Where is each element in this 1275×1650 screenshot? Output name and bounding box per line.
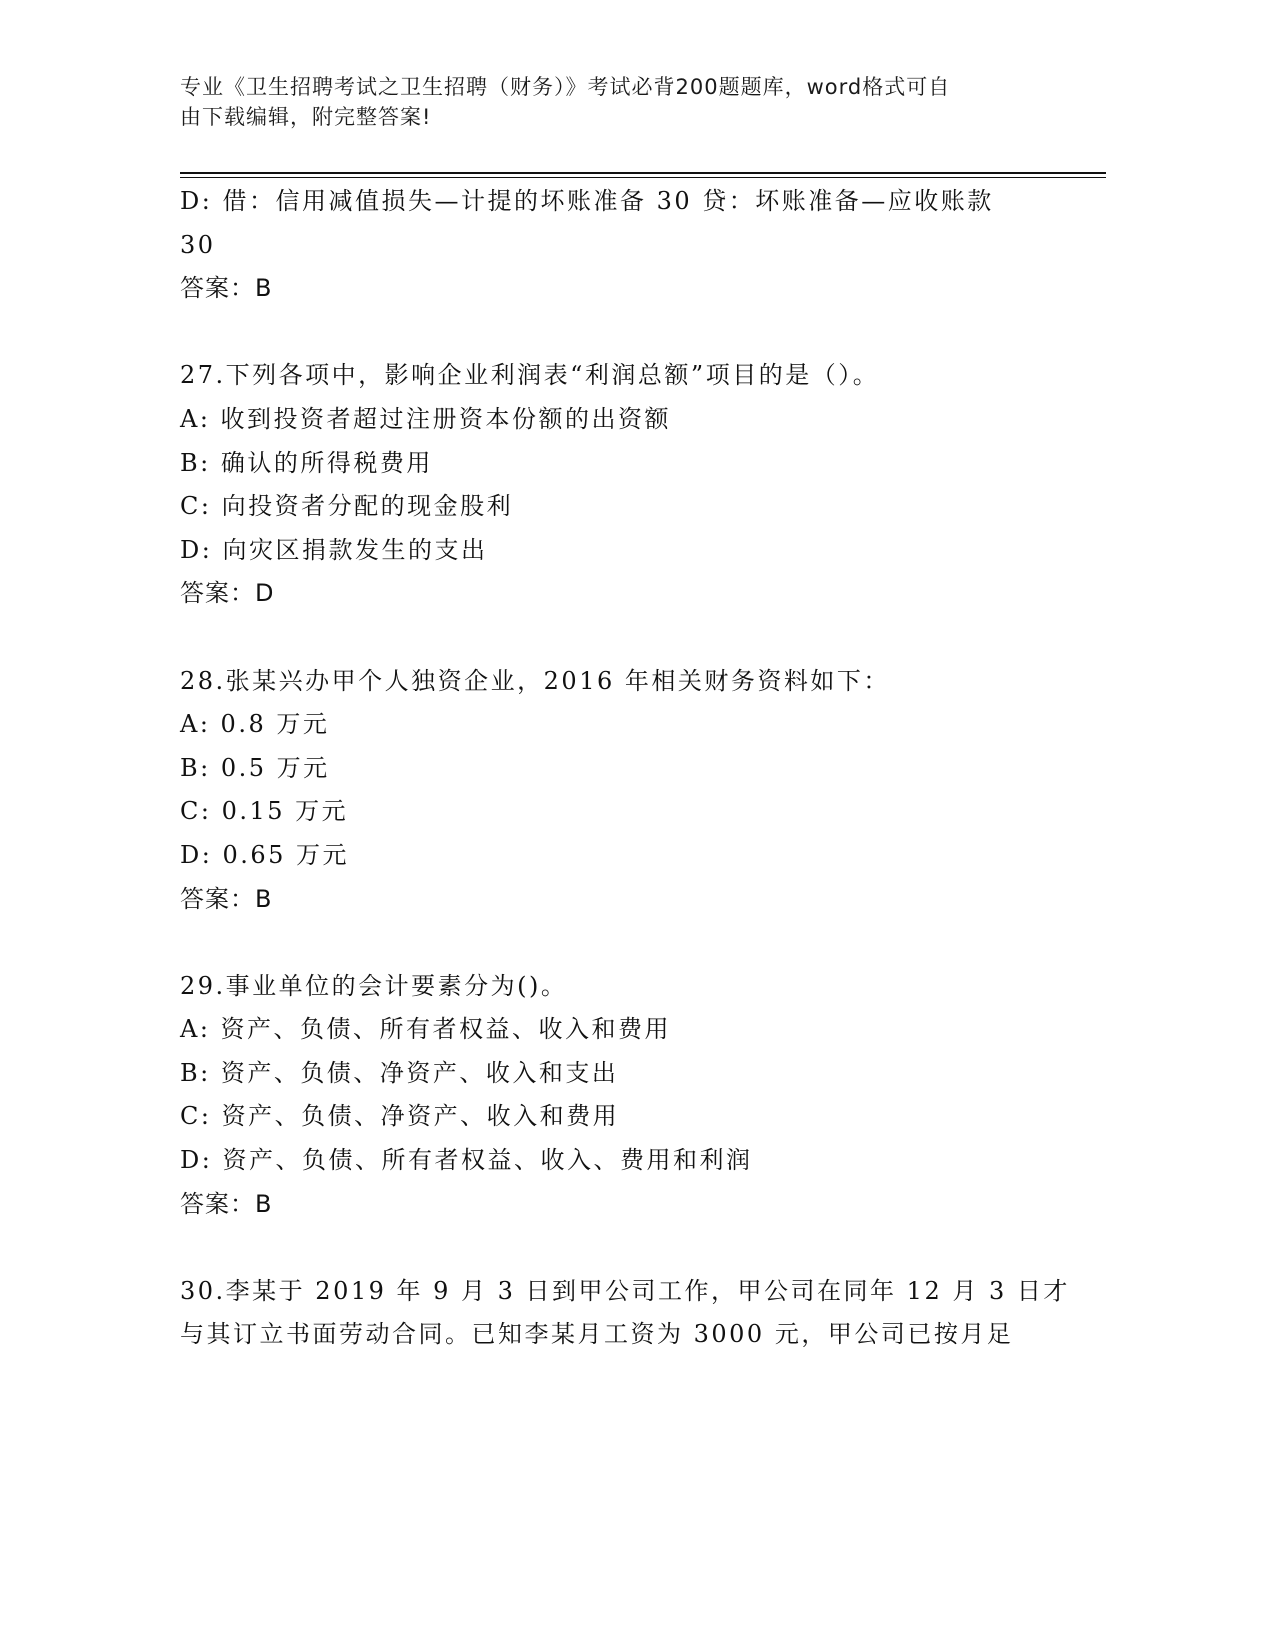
option-d-continued: 30 [180, 230, 216, 259]
option-c: C: 向投资者分配的现金股利 [180, 492, 514, 521]
spacer [180, 311, 1040, 355]
spacer [180, 921, 1040, 965]
option-c: C: 资产、负债、净资产、收入和费用 [180, 1102, 620, 1131]
question-stem: 28.张某兴办甲个人独资企业，2016 年相关财务资料如下： [180, 666, 890, 695]
document-header [180, 72, 1040, 132]
option-d: D: 0.65 万元 [180, 840, 350, 869]
spacer [180, 616, 1040, 660]
option-d: D: 借：信用减值损失—计提的坏账准备 30 贷：坏账准备—应收账款 [180, 187, 994, 215]
option-b: B: 0.5 万元 [180, 753, 330, 782]
answer: 答案：B [180, 1189, 273, 1218]
question-list [180, 180, 1070, 1357]
option-a: A: 资产、负债、所有者权益、收入和费用 [180, 1015, 672, 1044]
option-b: B: 资产、负债、净资产、收入和支出 [180, 1058, 619, 1087]
question-29 [180, 965, 1040, 1227]
option-a: A: 收到投资者超过注册资本份额的出资额 [180, 404, 672, 433]
header-title-line-2: 由下载编辑，附完整答案! [180, 105, 432, 129]
question-stem: 29.事业单位的会计要素分为()。 [180, 971, 568, 1000]
option-d: D: 资产、负债、所有者权益、收入、费用和利润 [180, 1146, 753, 1175]
answer: 答案：B [180, 274, 273, 303]
question-28 [180, 660, 1040, 922]
header-title-line-1: 专业《卫生招聘考试之卫生招聘（财务）》考试必背200题题库，word格式可自 [180, 75, 951, 99]
question-stem: 30.李某于 2019 年 9 月 3 日到甲公司工作，甲公司在同年 12 月 3 日才 [180, 1276, 1070, 1305]
question-stem-continued: 与其订立书面劳动合同。已知李某月工资为 3000 元，甲公司已按月足 [180, 1320, 1014, 1349]
option-d: D: 向灾区捐款发生的支出 [180, 535, 488, 564]
question-30 [180, 1270, 1070, 1357]
option-b: B: 确认的所得税费用 [180, 448, 433, 477]
spacer [180, 1226, 1040, 1270]
question-stem: 27.下列各项中，影响企业利润表“利润总额”项目的是（）。 [180, 361, 880, 390]
answer: 答案：D [180, 579, 275, 608]
option-c: C: 0.15 万元 [180, 797, 349, 826]
question-27 [180, 354, 1040, 616]
question-26-tail [180, 180, 1040, 311]
header-rule-thick [180, 172, 1106, 174]
option-a: A: 0.8 万元 [180, 710, 330, 739]
answer: 答案：B [180, 884, 273, 913]
header-rule-thin [180, 177, 1106, 178]
